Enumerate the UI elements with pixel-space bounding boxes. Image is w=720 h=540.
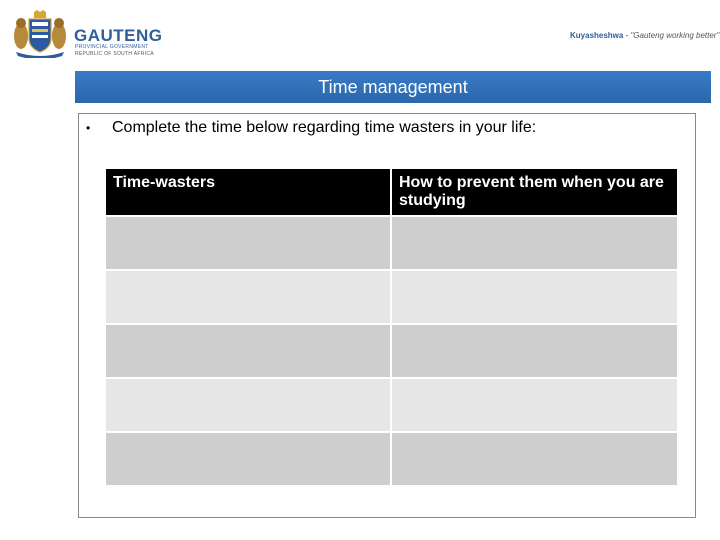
slogan-dash: -	[623, 31, 631, 40]
brand-name: GAUTENG	[74, 26, 163, 45]
column-header-prevention: How to prevent them when you are studying	[392, 169, 677, 215]
instruction-text: Complete the time below regarding time wasters in your life:	[112, 119, 537, 136]
page-header	[0, 0, 720, 70]
brand-country: REPUBLIC OF SOUTH AFRICA	[75, 51, 154, 57]
table-cell[interactable]	[106, 433, 390, 485]
gauteng-coat-of-arms-icon	[10, 10, 70, 58]
table-cell[interactable]	[106, 379, 390, 431]
table-cell[interactable]	[106, 325, 390, 377]
table-cell[interactable]	[392, 433, 677, 485]
table-cell[interactable]	[106, 271, 390, 323]
bullet-point: •	[86, 121, 91, 135]
slogan	[570, 31, 719, 40]
table-cell[interactable]	[392, 217, 677, 269]
table-row	[106, 325, 677, 377]
table-header-row	[106, 169, 677, 215]
brand-subtitle: PROVINCIAL GOVERNMENT	[75, 44, 149, 50]
column-header-time-wasters: Time-wasters	[106, 169, 390, 215]
table-row	[106, 217, 677, 269]
table-cell[interactable]	[392, 379, 677, 431]
table-row	[106, 379, 677, 431]
table-cell[interactable]	[106, 217, 390, 269]
slide-title: Time management	[75, 71, 711, 103]
slogan-bold: Kuyasheshwa	[570, 31, 624, 40]
slogan-quote: "Gauteng working better"	[630, 31, 720, 40]
table-row	[106, 271, 677, 323]
table-cell[interactable]	[392, 271, 677, 323]
table-row	[106, 433, 677, 485]
table-cell[interactable]	[392, 325, 677, 377]
time-wasters-table	[104, 167, 679, 487]
